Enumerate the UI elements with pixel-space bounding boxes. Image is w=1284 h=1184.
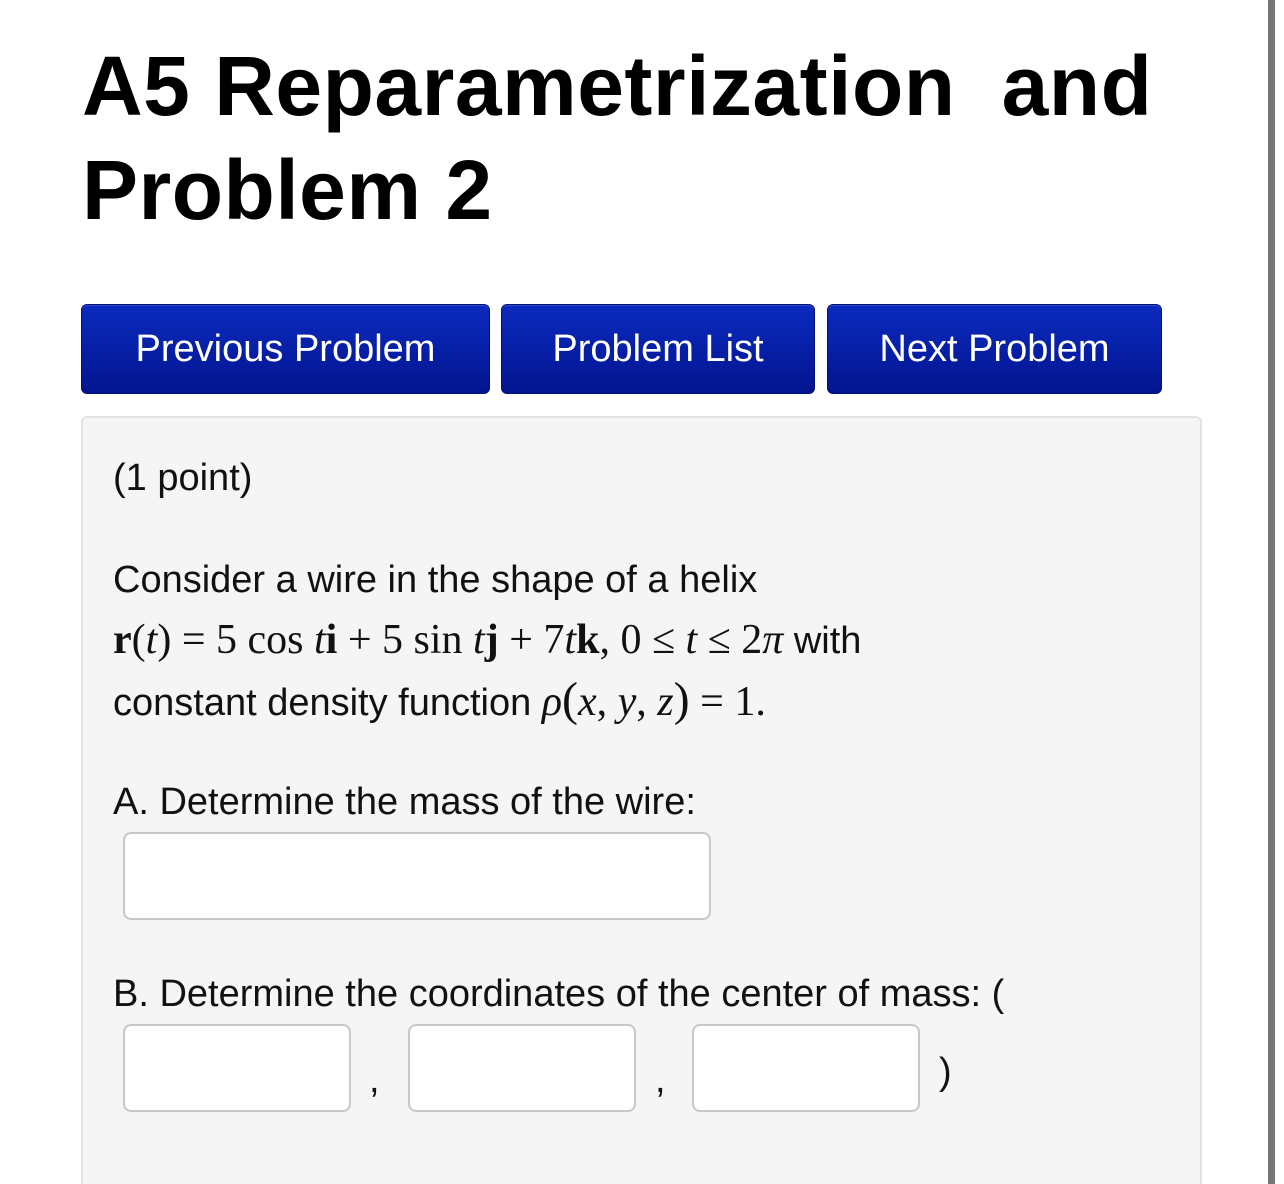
closing-paren: ) (939, 1051, 952, 1093)
title-part-2: and (1001, 39, 1153, 133)
problem-panel (81, 416, 1202, 1184)
problem-intro: Consider a wire in the shape of a helix (113, 559, 758, 601)
part-a-question: A. Determine the mass of the wire: (113, 781, 696, 823)
part-b-question: B. Determine the coordinates of the center of mass: ( (113, 973, 1005, 1015)
density-text: constant density function (113, 682, 542, 724)
problem-list-button[interactable]: Problem List (501, 304, 815, 394)
comma-separator: , (369, 1059, 380, 1101)
with-text: with (783, 620, 862, 662)
helix-equation: r(t) = 5 cos ti + 5 sin tj + 7tk, 0 ≤ t ≤ 2π (113, 617, 784, 663)
next-problem-button[interactable]: Next Problem (827, 304, 1162, 394)
center-x-input[interactable] (123, 1024, 351, 1112)
center-z-input[interactable] (692, 1024, 920, 1112)
previous-problem-button[interactable]: Previous Problem (81, 304, 490, 394)
page-edge-divider (1268, 0, 1275, 1184)
page-title (82, 34, 1152, 242)
density-function: ρ(x, y, z) = 1. (541, 673, 766, 726)
mass-answer-input[interactable] (123, 832, 711, 920)
points-label: (1 point) (113, 457, 253, 499)
title-part-3: Problem 2 (82, 143, 493, 237)
center-y-input[interactable] (408, 1024, 636, 1112)
title-part-1: A5 Reparametrization (82, 39, 956, 133)
helix-equation-line (113, 610, 861, 671)
comma-separator: , (655, 1059, 666, 1101)
density-line (113, 670, 766, 733)
